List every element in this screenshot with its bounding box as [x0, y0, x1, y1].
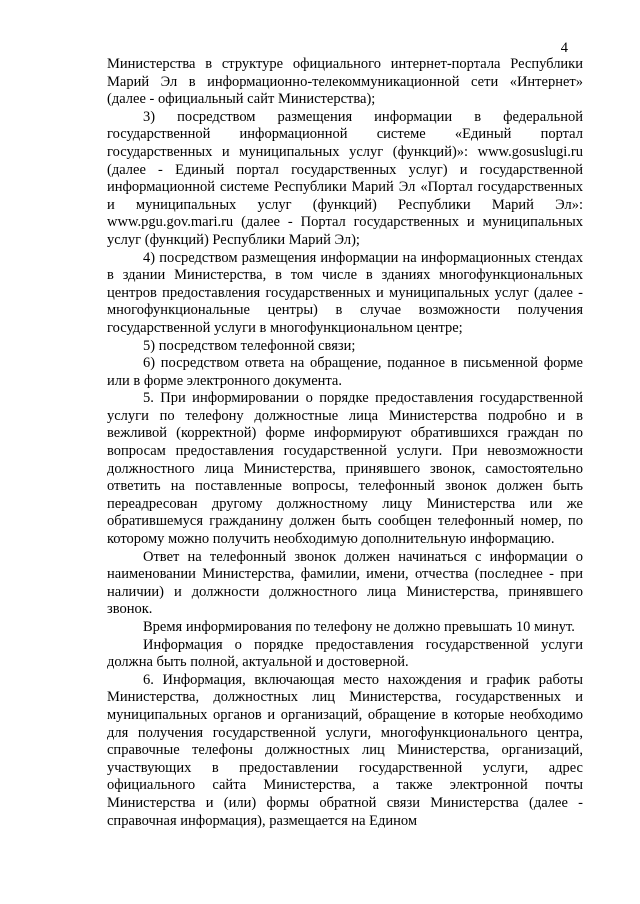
paragraph: 4) посредством размещения информации на информационных стендах в здании Министерства, в том числе в зданиях многофункциональных центров предоставления государственных и муниципальных услуг (далее - многофункциональные центры) в случае возможности получения государственной услуги в многофункциональном центре;: [107, 249, 583, 336]
paragraph: 6. Информация, включающая место нахождения и график работы Министерства, должностных лиц Министерства, государственных и муниципальных органов и организаций, обращение в которые необходимо для получения государственной услуги, многофункционального центра, справочные телефоны должностных лиц Министерства, организаций, участвующих в предоставлении государственной услуги, адрес официального сайта Министерства, а также электронной почты Министерства и (или) формы обратной связи Министерства (далее - справочная информация), размещается на Едином: [107, 671, 583, 829]
paragraph: Министерства в структуре официального интернет-портала Республики Марий Эл в информационно-телекоммуникационной сети «Интернет» (далее - официальный сайт Министерства);: [107, 56, 583, 108]
paragraph: 5. При информировании о порядке предоставления государственной услуги по телефону должностные лица Министерства подробно и в вежливой (корректной) форме информируют обратившихся граждан по вопросам предоставления государственной услуги. При невозможности должностного лица Министерства, принявшего звонок, самостоятельно ответить на поставленные вопросы, телефонный звонок должен быть переадресован другому должностному лицу Министерства или же обратившемуся гражданину должен быть сообщен телефонный номер, по которому можно получить необходимую дополнительную информацию.: [107, 390, 583, 548]
paragraph: Время информирования по телефону не должно превышать 10 минут.: [143, 619, 575, 635]
paragraph: 3) посредством размещения информации в федеральной государственной информационной системе «Единый портал государственных и муниципальных услуг (функций)»: www.gosuslugi.ru (далее - Единый портал государственных услуг) и государственной информационной системе Республики Марий Эл «Портал государственных и муниципальных услуг (функций) Республики Марий Эл»: www.pgu.gov.mari.ru (далее - Портал государственных и муниципальных услуг (функций) Республики Марий Эл);: [107, 108, 583, 248]
paragraph: 5) посредством телефонной связи;: [143, 337, 356, 354]
document-body: [107, 56, 583, 830]
paragraph: Ответ на телефонный звонок должен начинаться с информации о наименовании Министерства, фамилии, имени, отчества (последнее - при наличии) и должности должностного лица Министерства, принявшего звонок.: [107, 548, 583, 618]
paragraph: 6) посредством ответа на обращение, поданное в письменной форме или в форме электронного документа.: [107, 355, 583, 389]
page-number: 4: [560, 40, 568, 56]
paragraph: Информация о порядке предоставления государственной услуги должна быть полной, актуальной и достоверной.: [107, 636, 583, 671]
